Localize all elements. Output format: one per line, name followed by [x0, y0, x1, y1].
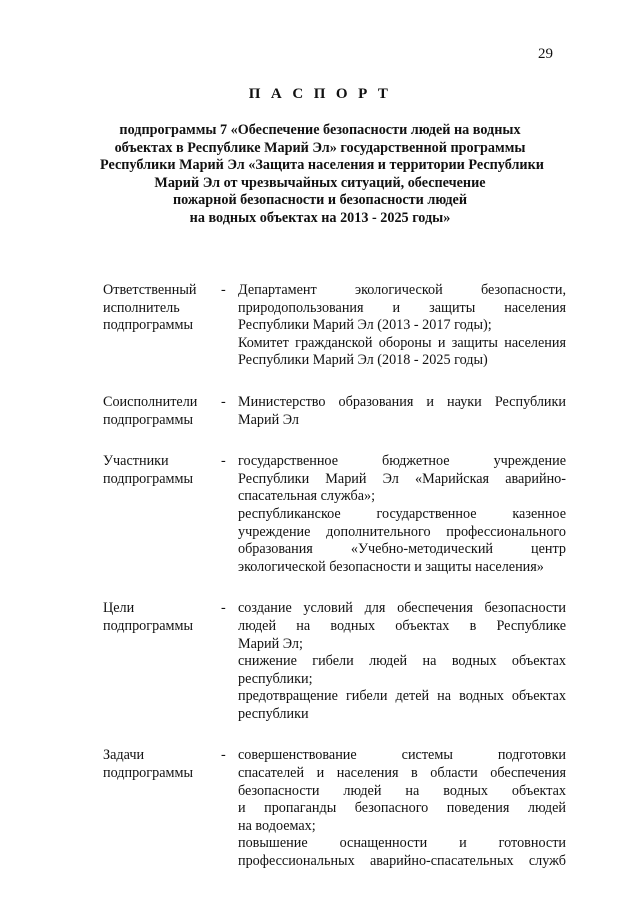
row-label-line: исполнитель [103, 299, 180, 316]
row-label-line: Ответственный [103, 282, 197, 298]
row-value [238, 600, 566, 723]
row-value-line: безопасности людей на водных объектах [238, 782, 566, 799]
row-value-line: и пропаганды безопасного поведения людей [238, 800, 566, 817]
row-value [238, 282, 566, 370]
page-number: 29 [538, 46, 553, 62]
row-value-line: республики; [238, 670, 313, 687]
row-value-line: профессиональных аварийно-спасательных служб [238, 853, 566, 870]
passport-table [0, 282, 640, 871]
row-label-line: Участники [103, 453, 169, 470]
document-title: П А С П О Р Т [248, 86, 392, 102]
row-label [103, 282, 221, 335]
passport-row [0, 747, 640, 870]
passport-row [0, 453, 640, 576]
passport-row [0, 282, 640, 370]
row-value-line: людей на водных объектах в Республике [238, 617, 566, 634]
row-label-line: подпрограммы [103, 617, 193, 634]
row-label [103, 394, 221, 429]
row-gap [0, 429, 640, 453]
row-value-line: природопользования и защиты населения [238, 299, 566, 316]
subtitle-line: пожарной безопасности и безопасности людей [172, 192, 467, 209]
row-value-line: республиканское государственное казенное [238, 505, 566, 522]
row-label-line: подпрограммы [103, 470, 193, 487]
row-gap [0, 723, 640, 747]
row-value-line: Республики Марий Эл (2013 - 2017 годы); [238, 317, 492, 334]
row-label-line: подпрограммы [103, 411, 193, 428]
row-value-line: спасателей и населения в области обеспечения [238, 765, 566, 782]
row-value-line: снижение гибели людей на водных объектах [238, 653, 566, 670]
row-value-line: государственное бюджетное учреждение [238, 453, 566, 470]
row-value-line: республики [238, 705, 309, 722]
passport-row [0, 600, 640, 723]
row-value-line: предотвращение гибели детей на водных объектах [238, 688, 566, 705]
row-label-line: подпрограммы [103, 317, 193, 334]
passport-row [0, 394, 640, 429]
row-value-line: Республики Марий Эл (2018 - 2025 годы) [238, 352, 488, 369]
row-dash: - [221, 393, 226, 410]
row-value-line: учреждение дополнительного профессионального [238, 523, 566, 540]
row-value-line: спасательная служба»; [238, 488, 376, 505]
row-value [238, 453, 566, 576]
row-gap [0, 576, 640, 600]
row-value-line: Департамент экологической безопасности, [238, 282, 566, 298]
row-label [103, 747, 221, 782]
row-value-line: Министерство образования и науки Республики [238, 393, 566, 410]
row-value [238, 747, 566, 870]
row-value-line: на водоемах; [238, 817, 316, 834]
subtitle-line: Марий Эл от чрезвычайных ситуаций, обеспечение [154, 174, 486, 191]
row-label-line: подпрограммы [103, 765, 193, 782]
row-value-line: Республики Марий Эл «Марийская аварийно- [238, 470, 566, 487]
row-value-line: совершенствование системы подготовки [238, 747, 566, 764]
row-dash: - [221, 747, 226, 764]
document-subtitle [100, 122, 544, 228]
row-value-line: Марий Эл [238, 411, 299, 428]
subtitle-line: Республики Марий Эл «Защита населения и территории Республики [100, 157, 544, 174]
row-value-line: Комитет гражданской обороны и защиты населения [238, 334, 566, 351]
row-value-line: экологической безопасности и защиты населения» [238, 558, 544, 575]
row-label-line: Задачи [103, 747, 145, 764]
subtitle-line: на водных объектах на 2013 - 2025 годы» [189, 209, 451, 226]
row-value-line: образования «Учебно-методический центр [238, 541, 566, 558]
row-value-line: Марий Эл; [238, 635, 303, 652]
row-label-line: Соисполнители [103, 393, 198, 410]
subtitle-line: объектах в Республике Марий Эл» государственной программы [114, 139, 526, 156]
row-gap [0, 370, 640, 394]
row-value-line: создание условий для обеспечения безопасности [238, 600, 566, 617]
row-label-line: Цели [103, 600, 135, 617]
row-dash: - [221, 453, 226, 470]
row-dash: - [221, 282, 226, 298]
subtitle-line: подпрограммы 7 «Обеспечение безопасности людей на водных [119, 122, 521, 138]
row-label [103, 600, 221, 635]
row-dash: - [221, 600, 226, 617]
row-label [103, 453, 221, 488]
row-value [238, 394, 566, 429]
row-value-line: повышение оснащенности и готовности [238, 835, 566, 852]
